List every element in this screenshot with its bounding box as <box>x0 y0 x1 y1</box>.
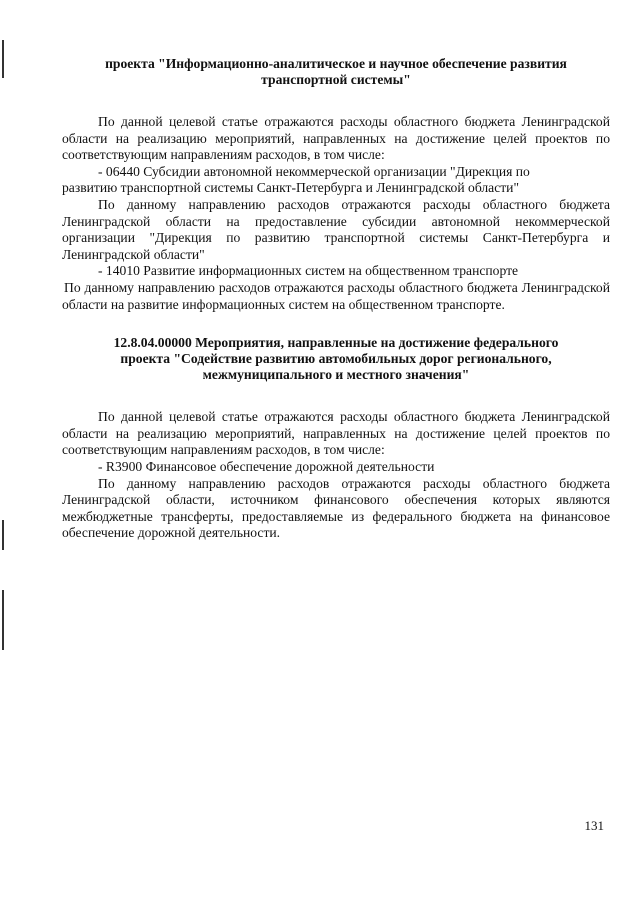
section1-item-14010: - 14010 Развитие информационных систем на общественном транспорте <box>98 263 519 279</box>
section1-paragraph-2: По данному направлению расходов отражаются расходы областного бюджета Ленинградской области на предоставление субсидии автономной некоммерческой организации "Дирекция по развитию транспортной системы Санкт-Петербурга и Ленинградской области" <box>62 196 610 262</box>
section2-heading-line2: проекта "Содействие развитию автомобильных дорог регионального, <box>120 351 552 367</box>
section1-heading-line1: проекта "Информационно-аналитическое и научное обеспечение развития <box>105 56 567 71</box>
section2-heading-line1: 12.8.04.00000 Мероприятия, направленные на достижение федерального <box>113 335 559 351</box>
section1-paragraph-1: По данной целевой статье отражаются расходы областного бюджета Ленинградской области на реализацию мероприятий, направленных на достижение целей проектов по соответствующим направлениям расходов, в том числе: <box>62 114 610 163</box>
scan-margin-mark <box>2 40 4 78</box>
page-number: 131 <box>584 818 604 833</box>
document-body <box>62 56 610 542</box>
section2-heading-line3: межмуниципального и местного значения" <box>202 367 470 383</box>
section2-paragraph-2: По данному направлению расходов отражаются расходы областного бюджета Ленинградской области, источником финансового обеспечения которых являются межбюджетные трансферты, предоставляемые из федерального бюджета на финансовое обеспечение дорожной деятельности. <box>62 475 610 541</box>
section1-paragraph-3: По данному направлению расходов отражаются расходы областного бюджета Ленинградской области на развитие информационных систем на общественном транспорте. <box>62 279 610 312</box>
scan-margin-mark <box>2 520 4 550</box>
section2-item-r3900: - R3900 Финансовое обеспечение дорожной деятельности <box>98 458 435 474</box>
scan-margin-mark <box>2 590 4 650</box>
section1-item-06440-line2: развитию транспортной системы Санкт-Петербурга и Ленинградской области" <box>62 180 520 196</box>
section1-heading-line2: транспортной системы" <box>261 72 411 87</box>
section2-paragraph-1: По данной целевой статье отражаются расходы областного бюджета Ленинградской области на реализацию мероприятий, направленных на достижение целей проектов по соответствующим направлениям расходов, в том числе: <box>62 409 610 458</box>
section1-item-06440-line1: - 06440 Субсидии автономной некоммерческой организации "Дирекция по <box>98 163 530 179</box>
